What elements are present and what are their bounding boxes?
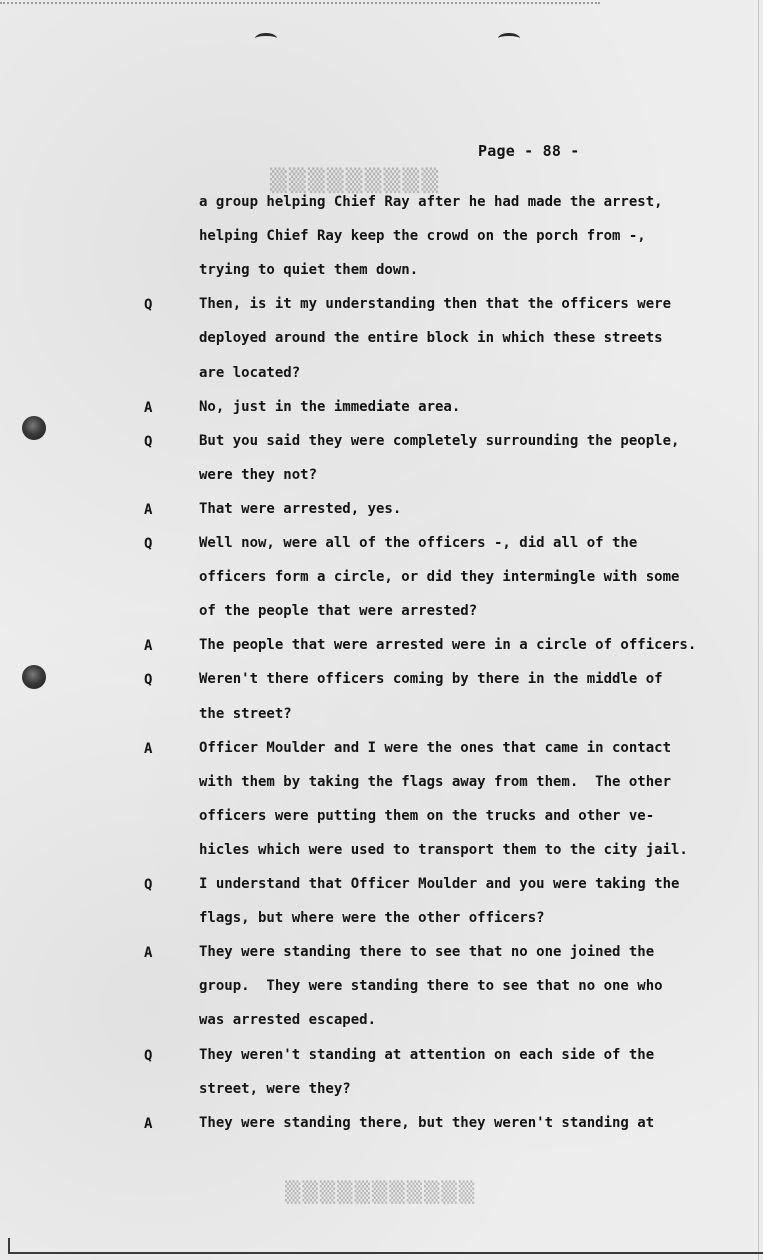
speaker-label: A: [144, 638, 153, 654]
transcript-line: was arrested escaped.: [199, 1012, 377, 1028]
faded-stamp-top: ▒▒▒▒▒▒▒▒▒: [270, 168, 441, 194]
transcript-line: deployed around the entire block in which these streets: [199, 330, 663, 346]
transcript-line: Weren't there officers coming by there in the middle of: [199, 671, 663, 687]
transcript-line: of the people that were arrested?: [199, 603, 478, 619]
speaker-label: Q: [144, 672, 153, 688]
speaker-label: A: [144, 945, 153, 961]
transcript-line: Then, is it my understanding then that the officers were: [199, 296, 672, 312]
transcript-line: No, just in the immediate area.: [199, 399, 461, 415]
transcript-line: the street?: [199, 706, 292, 722]
bottom-rule: [8, 1252, 763, 1254]
transcript-line: helping Chief Ray keep the crowd on the porch from -,: [199, 228, 646, 244]
transcript-line: a group helping Chief Ray after he had made the arrest,: [199, 194, 663, 210]
faded-stamp-bottom: ▒▒▒▒▒▒▒▒▒▒▒: [285, 1180, 477, 1204]
bottom-corner-mark: [8, 1238, 10, 1252]
page-number: Page - 88 -: [478, 142, 580, 160]
speaker-label: Q: [144, 1048, 153, 1064]
transcript-line: I understand that Officer Moulder and you were taking the: [199, 876, 680, 892]
transcript-line: They were standing there, but they weren't standing at: [199, 1115, 655, 1131]
transcript-line: hicles which were used to transport them to the city jail.: [199, 842, 688, 858]
transcript-line: Officer Moulder and I were the ones that came in contact: [199, 740, 672, 756]
transcript-line: That were arrested, yes.: [199, 501, 402, 517]
transcript-line: with them by taking the flags away from them. The other: [199, 774, 672, 790]
speaker-label: Q: [144, 877, 153, 893]
transcript-line: trying to quiet them down.: [199, 262, 419, 278]
speaker-label: Q: [144, 434, 153, 450]
punch-hole-icon: [22, 665, 46, 689]
transcript-line: They were standing there to see that no one joined the: [199, 944, 655, 960]
speaker-label: A: [144, 400, 153, 416]
transcript-line: flags, but where were the other officers?: [199, 910, 545, 926]
speaker-label: Q: [144, 297, 153, 313]
transcript-line: They weren't standing at attention on each side of the: [199, 1047, 655, 1063]
punch-hole-icon: [22, 416, 46, 440]
speaker-label: A: [144, 1116, 153, 1132]
top-edge-dots: [0, 2, 600, 4]
transcript-line: group. They were standing there to see that no one who: [199, 978, 663, 994]
transcript-line: The people that were arrested were in a circle of officers.: [199, 637, 697, 653]
transcript-line: were they not?: [199, 467, 318, 483]
transcript-line: Well now, were all of the officers -, did all of the: [199, 535, 638, 551]
staple-mark-left: [255, 33, 277, 44]
speaker-label: A: [144, 741, 153, 757]
speaker-label: A: [144, 502, 153, 518]
speaker-label: Q: [144, 536, 153, 552]
transcript-line: officers were putting them on the trucks and other ve-: [199, 808, 655, 824]
transcript-line: are located?: [199, 365, 301, 381]
transcript-line: street, were they?: [199, 1081, 351, 1097]
transcript-line: But you said they were completely surrounding the people,: [199, 433, 680, 449]
transcript-line: officers form a circle, or did they intermingle with some: [199, 569, 680, 585]
staple-mark-right: [498, 33, 520, 44]
right-page-edge: [758, 0, 759, 1260]
